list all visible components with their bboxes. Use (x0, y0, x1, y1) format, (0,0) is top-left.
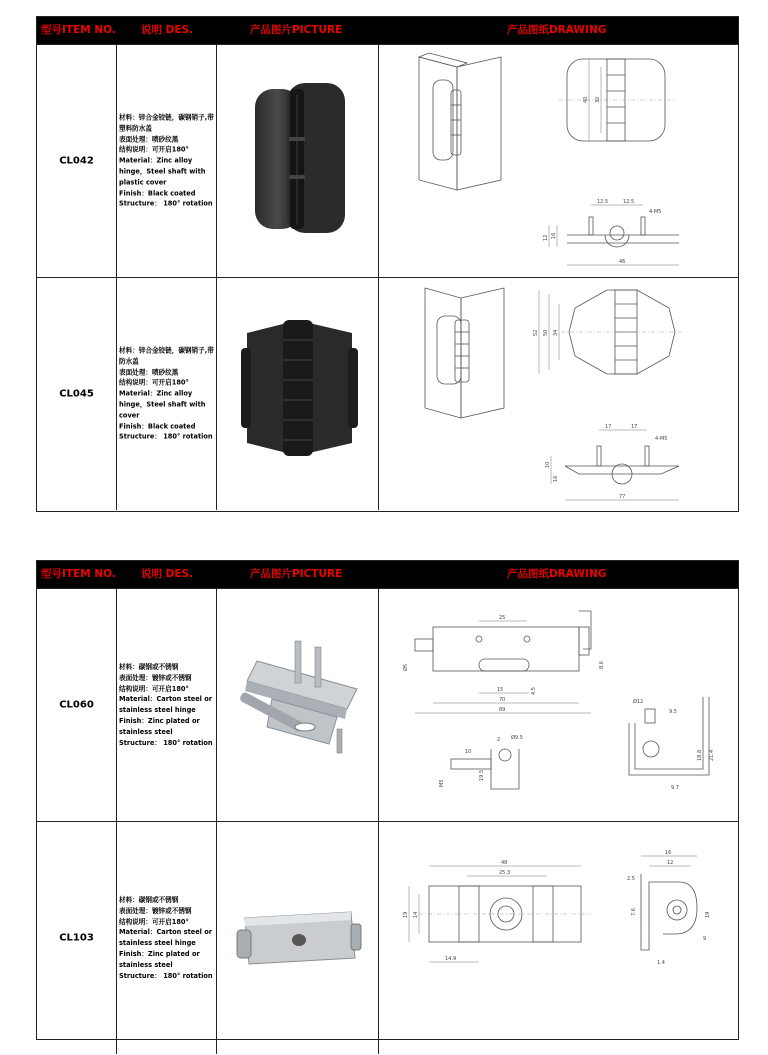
svg-text:32: 32 (595, 96, 601, 103)
svg-text:34: 34 (553, 329, 559, 336)
svg-text:70: 70 (499, 697, 506, 703)
svg-text:12.5: 12.5 (623, 199, 635, 205)
product-table-2 (36, 560, 739, 1040)
svg-text:Ø9.5: Ø9.5 (511, 735, 523, 741)
svg-text:12: 12 (667, 860, 674, 866)
svg-text:19: 19 (403, 911, 409, 918)
svg-text:9.5: 9.5 (669, 709, 677, 715)
svg-text:16: 16 (553, 475, 559, 482)
item-number: CL060 (59, 699, 94, 711)
svg-text:Ø12: Ø12 (633, 699, 644, 705)
technical-drawing (379, 589, 741, 822)
item-number: CL042 (59, 155, 94, 167)
svg-text:48: 48 (501, 860, 508, 866)
svg-text:21.4: 21.4 (709, 749, 715, 761)
svg-text:10: 10 (465, 749, 472, 755)
header-description: 说明 DES. (141, 568, 194, 580)
svg-text:4.5: 4.5 (531, 687, 537, 695)
svg-text:17: 17 (631, 424, 638, 430)
svg-text:89: 89 (499, 707, 506, 713)
header-picture: 产品图片PICTURE (250, 24, 343, 36)
svg-text:25.3: 25.3 (499, 870, 511, 876)
item-number: CL045 (59, 388, 94, 400)
header-drawing: 产品图纸DRAWING (507, 24, 607, 36)
technical-drawing (379, 822, 741, 1055)
svg-text:7.6: 7.6 (631, 908, 637, 916)
svg-text:10: 10 (545, 461, 551, 468)
header-picture: 产品图片PICTURE (250, 568, 343, 580)
header-item-no: 型号ITEM NO. (41, 568, 116, 580)
svg-text:19: 19 (705, 911, 711, 918)
svg-text:19.5: 19.5 (479, 769, 485, 781)
svg-text:12: 12 (543, 234, 549, 241)
svg-text:46: 46 (619, 259, 626, 265)
table-header (37, 17, 738, 44)
svg-text:15: 15 (497, 687, 504, 693)
product-description: 材料：碳钢或不锈钢 表面处理：镀锌或不锈钢 结构说明：可开启180° Material：Carton steel or stainless steel hinge Finish：Zinc plated or stainless steel Structure： 180° rotation (119, 662, 213, 747)
product-photo (217, 45, 379, 278)
table-row (37, 277, 738, 510)
svg-text:14.9: 14.9 (445, 956, 457, 962)
table-header (37, 561, 738, 588)
table-row (37, 588, 738, 821)
svg-text:77: 77 (619, 494, 626, 500)
technical-drawing (379, 45, 741, 278)
table-row (37, 44, 738, 277)
svg-text:2.5: 2.5 (627, 876, 635, 882)
svg-text:9.7: 9.7 (671, 785, 679, 791)
product-description: 材料：碳钢或不锈钢 表面处理：镀锌或不锈钢 结构说明：可开启180° Material：Carton steel or stainless steel hinge Finish：Zinc plated or stainless steel Structure： 180° rotation (119, 895, 213, 980)
svg-text:Ø5: Ø5 (403, 663, 409, 671)
svg-text:4-M5: 4-M5 (655, 436, 668, 442)
svg-text:18.8: 18.8 (697, 749, 703, 761)
svg-text:M5: M5 (439, 779, 445, 787)
svg-text:4-M5: 4-M5 (649, 209, 662, 215)
svg-text:52: 52 (533, 329, 539, 336)
header-item-no: 型号ITEM NO. (41, 24, 116, 36)
svg-text:17: 17 (605, 424, 612, 430)
header-drawing: 产品图纸DRAWING (507, 568, 607, 580)
svg-text:14: 14 (413, 911, 419, 918)
svg-text:12.5: 12.5 (597, 199, 609, 205)
svg-text:1.4: 1.4 (657, 960, 665, 966)
product-photo (217, 589, 379, 822)
svg-text:16: 16 (551, 232, 557, 239)
svg-text:2: 2 (497, 737, 501, 743)
svg-text:50: 50 (543, 329, 549, 336)
svg-text:16: 16 (665, 850, 672, 856)
item-number: CL103 (59, 932, 94, 944)
svg-text:25: 25 (499, 615, 506, 621)
product-table-1 (36, 16, 739, 512)
product-description: 材料：锌合金铰链，碳钢销子,带防水盖 表面处理：喷砂纹黑 结构说明：可开启180° Material：Zinc alloy hinge，Steel shaft with cover Finish：Black coated Structure： 180° rotation (119, 346, 214, 441)
product-description: 材料：锌合金铰链，碳钢销子,带塑料防水盖 表面处理：喷砂纹黑 结构说明：可开启180° Material：Zinc alloy hinge，Steel shaft with plastic cover Finish：Black coated Structure： 180° rotation (119, 113, 214, 208)
table-row (37, 821, 738, 1054)
header-description: 说明 DES. (141, 24, 194, 36)
svg-text:9: 9 (703, 936, 707, 942)
product-photo (217, 822, 379, 1055)
svg-text:8.6: 8.6 (599, 661, 605, 669)
product-photo (217, 278, 379, 511)
svg-text:40: 40 (583, 96, 589, 103)
technical-drawing (379, 278, 741, 511)
